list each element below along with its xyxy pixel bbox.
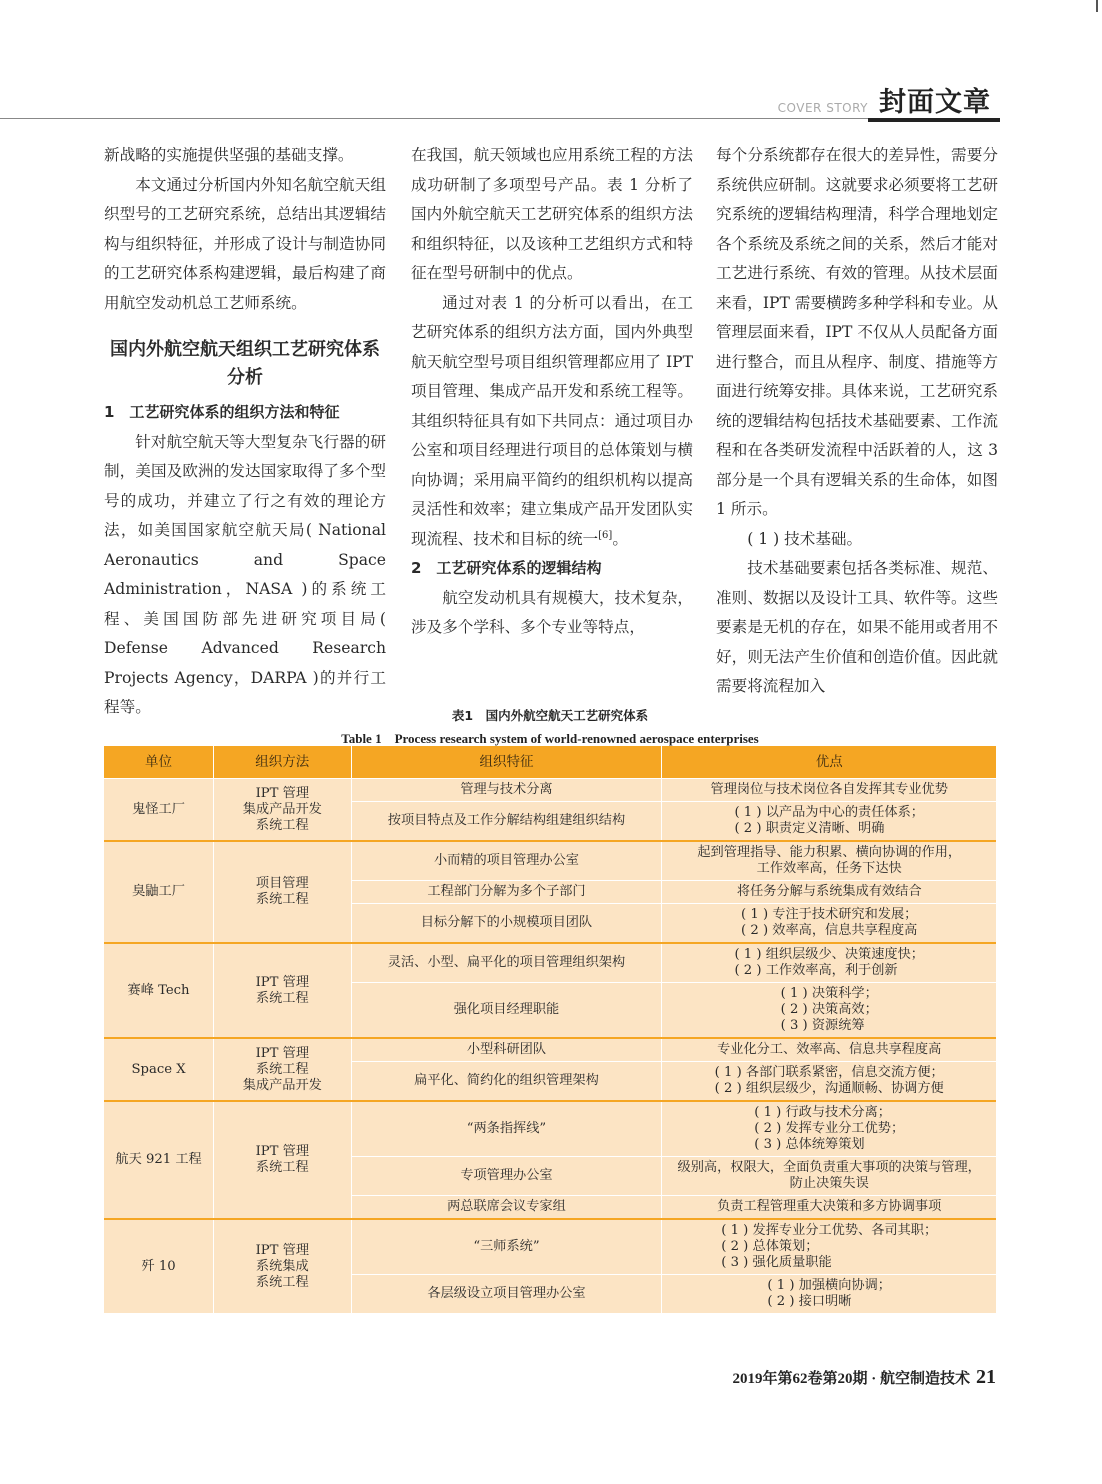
advantage-line: 级别高，权限大，全面负责重大事项的决策与管理，: [677, 1160, 981, 1175]
paragraph: 本文通过分析国内外知名航空航天组织型号的工艺研究系统，总结出其逻辑结构与组织特征，并形成了设计与制造协同的工艺研究体系构建逻辑，最后构建了商用航空发动机总工艺师系统。: [104, 175, 386, 312]
advantage-line: ( 3 ) 总体统筹策划: [754, 1137, 865, 1152]
cell-feature: 工程部门分解为多个子部门: [351, 881, 662, 904]
advantage-line: 工作效率高，任务下达快: [756, 861, 902, 876]
advantage-lines: [781, 986, 878, 1034]
cell-advantage: [662, 943, 996, 983]
cell-unit: Space X: [104, 1038, 214, 1101]
cell-advantage: [662, 1275, 996, 1314]
cell-feature: “三师系统”: [351, 1219, 662, 1275]
cell-feature: “两条指挥线”: [351, 1101, 662, 1157]
page-footer: [600, 1366, 996, 1389]
advantage-lines: [767, 1278, 891, 1310]
column-header-unit: 单位: [104, 746, 214, 779]
advantage-line: 起到管理指导、能力积累、横向协调的作用，: [697, 845, 962, 860]
text-column-2: [411, 141, 693, 643]
advantage-line: ( 1 ) 行政与技术分离；: [754, 1105, 891, 1120]
cell-feature: 小型科研团队: [351, 1038, 662, 1062]
cell-unit: 鬼怪工厂: [104, 779, 214, 842]
cell-method: [214, 841, 351, 943]
advantage-line: ( 1 ) 发挥专业分工优势、各司其职；: [721, 1223, 938, 1238]
advantage-line: ( 2 ) 接口明晰: [767, 1294, 852, 1309]
paragraph: 技术基础要素包括各类标准、规范、准则、数据以及设计工具、软件等。这些要素是无机的存在，如果不能用或者用不好，则无法产生价值和创造价值。因此就需要将流程加入: [716, 559, 998, 695]
advantage-line: ( 1 ) 组织层级少、决策速度快；: [734, 947, 924, 962]
method-line: IPT 管理: [255, 1242, 310, 1258]
cell-advantage: [662, 1196, 996, 1220]
cell-advantage: [662, 1219, 996, 1275]
header-rule-bold: [868, 118, 1000, 122]
paragraph: 航空发动机具有规模大，技术复杂，涉及多个学科、多个专业等特点，: [411, 588, 693, 636]
paragraph-text: 通过对表 1 的分析可以看出，在工艺研究体系的组织方法方面，国内外典型航天航空型号项目组织管理都应用了 IPT 项目管理、集成产品开发和系统工程等。其组织特征具有如下共同点：通过项目办公室和项目经理进行项目的总体策划与横向协调；采用扁平简约的组织机构以提高灵活性和效率；建立集成产品开发团队实现流程、技术和目标的统一: [411, 293, 693, 548]
advantage-line: ( 2 ) 效率高，信息共享程度高: [741, 923, 918, 938]
cell-advantage: [662, 1157, 996, 1196]
advantage-line: ( 1 ) 以产品为中心的责任体系；: [734, 805, 924, 820]
text-column-3: [716, 141, 998, 702]
method-line: 系统工程: [255, 1160, 309, 1175]
cell-advantage: [662, 1062, 996, 1102]
paragraph: 在我国，航天领域也应用系统工程的方法成功研制了多项型号产品。表 1 分析了国内外航空航天工艺研究体系的组织方法和组织特征，以及该种工艺组织方式和特征在型号研制中的优点。: [411, 146, 693, 282]
table-row: [104, 943, 996, 983]
cell-feature: 管理与技术分离: [351, 779, 662, 802]
method-line: IPT 管理: [255, 785, 310, 801]
method-line: IPT 管理: [255, 974, 310, 990]
method-line: 集成产品开发: [242, 801, 322, 817]
method-lines: [256, 876, 309, 908]
cell-feature: 目标分解下的小规模项目团队: [351, 904, 662, 944]
advantage-line: ( 1 ) 专注于技术研究和发展；: [741, 907, 918, 922]
advantage-line: ( 2 ) 组织层级少，沟通顺畅、协调方便: [714, 1081, 944, 1096]
citation-ref[interactable]: [6]: [598, 529, 613, 541]
paragraph: 针对航空航天等大型复杂飞行器的研制，美国及欧洲的发达国家取得了多个型号的成功，并建立了行之有效的理论方法，如美国国家航空航天局( National Aeronautics and Space Administration，NASA )的系统工程、美国国防部先进研究项目局( Defense Advanced Research Projects Agency，DARPA )的并行工程等。: [104, 432, 386, 716]
method-line: 系统工程: [255, 1274, 309, 1290]
method-line: IPT 管理: [255, 1144, 310, 1159]
table-row: [104, 1219, 996, 1275]
cell-method: [214, 1038, 351, 1101]
method-line: 系统集成: [255, 1258, 309, 1274]
cell-advantage: [662, 802, 996, 842]
cell-advantage: [662, 779, 996, 802]
paragraph: ( 1 ) 技术基础。: [747, 529, 863, 548]
advantage-line: ( 1 ) 各部门联系紧密，信息交流方便；: [714, 1065, 944, 1080]
crop-mark: [1096, 0, 1098, 12]
table-row: [104, 841, 996, 881]
advantage-lines: [741, 907, 917, 939]
advantage-line: ( 2 ) 发挥专业分工优势；: [754, 1121, 905, 1136]
column-header-advantage: 优点: [662, 746, 996, 779]
advantage-line: ( 2 ) 决策高效；: [780, 1002, 878, 1017]
cell-advantage: [662, 1038, 996, 1062]
advantage-lines: [717, 1042, 941, 1058]
journal-info: 2019年第62卷第20期 · 航空制造技术: [732, 1371, 970, 1387]
method-lines: [256, 1243, 309, 1291]
method-lines: [256, 1144, 309, 1176]
table-row: [104, 1101, 996, 1157]
subsection-heading-2: 2 工艺研究体系的逻辑结构: [411, 559, 602, 577]
page-number: 21: [976, 1366, 996, 1388]
cell-feature: 强化项目经理职能: [351, 983, 662, 1039]
paragraph-end: 。: [612, 529, 628, 548]
advantage-lines: [697, 845, 961, 877]
advantage-lines: [721, 1223, 937, 1271]
advantage-line: ( 2 ) 职责定义清晰、明确: [734, 821, 885, 836]
cell-feature: 两总联席会议专家组: [351, 1196, 662, 1220]
advantage-lines: [737, 884, 922, 900]
cell-advantage: [662, 1101, 996, 1157]
paragraph: [411, 289, 693, 555]
advantage-line: ( 2 ) 总体策划；: [721, 1239, 819, 1254]
cell-unit: 歼 10: [104, 1219, 214, 1314]
method-lines: [243, 1046, 322, 1094]
method-line: 系统工程: [255, 817, 309, 833]
research-system-table: [104, 746, 996, 1314]
cell-advantage: [662, 841, 996, 881]
column-header-feature: 组织特征: [351, 746, 662, 779]
table-row: [104, 1038, 996, 1062]
advantage-line: ( 2 ) 工作效率高，利于创新: [734, 963, 898, 978]
method-lines: [243, 786, 322, 834]
subsection-heading-1: 1 工艺研究体系的组织方法和特征: [104, 403, 340, 421]
advantage-lines: [734, 805, 924, 837]
advantage-lines: [678, 1160, 981, 1192]
cell-method: [214, 1101, 351, 1219]
advantage-lines: [715, 1065, 944, 1097]
advantage-line: ( 1 ) 加强横向协调；: [767, 1278, 891, 1293]
advantage-line: 负责工程管理重大决策和多方协调事项: [717, 1199, 942, 1214]
section-heading-main: 国内外航空航天组织工艺研究体系分析: [110, 339, 380, 388]
table-row: [104, 779, 996, 802]
method-line: 项目管理: [255, 876, 309, 891]
advantage-lines: [734, 947, 924, 979]
cell-feature: 各层级设立项目管理办公室: [351, 1275, 662, 1314]
cell-method: [214, 779, 351, 842]
cell-unit: 赛峰 Tech: [104, 943, 214, 1038]
method-line: 集成产品开发: [242, 1077, 322, 1093]
advantage-line: ( 3 ) 强化质量职能: [721, 1255, 832, 1270]
method-line: IPT 管理: [255, 1045, 310, 1061]
column-header-method: 组织方法: [214, 746, 351, 779]
cell-unit: 航天 921 工程: [104, 1101, 214, 1219]
section-title: 封面文章: [879, 87, 991, 118]
cover-story-label: COVER STORY: [777, 101, 868, 115]
cell-feature: 按项目特点及工作分解结构组建组织结构: [351, 802, 662, 842]
advantage-line: ( 1 ) 决策科学；: [780, 986, 878, 1001]
advantage-line: 专业化分工、效率高、信息共享程度高: [717, 1042, 942, 1057]
table-caption: 表1 国内外航空航天工艺研究体系: [451, 708, 649, 723]
method-line: 系统工程: [255, 1061, 309, 1077]
method-line: 系统工程: [255, 990, 309, 1006]
method-lines: [256, 975, 309, 1007]
method-line: 系统工程: [255, 892, 309, 907]
table-header-row: [104, 746, 996, 779]
cell-feature: 专项管理办公室: [351, 1157, 662, 1196]
header-rule: [0, 118, 868, 119]
cell-feature: 灵活、小型、扁平化的项目管理组织架构: [351, 943, 662, 983]
advantage-lines: [711, 782, 948, 798]
advantage-line: 管理岗位与技术岗位各自发挥其专业优势: [710, 782, 948, 797]
cell-feature: 小而精的项目管理办公室: [351, 841, 662, 881]
cell-advantage: [662, 983, 996, 1039]
advantage-lines: [717, 1199, 941, 1215]
text-column-1: [104, 141, 386, 723]
advantage-lines: [754, 1105, 904, 1153]
cell-unit: 臭鼬工厂: [104, 841, 214, 943]
advantage-line: 将任务分解与系统集成有效结合: [736, 884, 922, 899]
paragraph: 新战略的实施提供坚强的基础支撑。: [104, 146, 354, 164]
table-caption-en: Table 1 Process research system of world-renowned aerospace enterprises: [341, 731, 759, 746]
paragraph: 每个分系统都存在很大的差异性，需要分系统供应研制。这就要求必须要将工艺研究系统的逻辑结构理清，科学合理地划定各个系统及系统之间的关系，然后才能对工艺进行系统、有效的管理。从技术层面来看，IPT 需要横跨多种学科和专业。从管理层面来看，IPT 不仅从人员配备方面进行整合，而且从程序、制度、措施等方面进行统筹安排。具体来说，工艺研究系统的逻辑结构包括技术基础要素、工作流程和在各类研发流程中活跃着的人，这 3 部分是一个具有逻辑关系的生命体，如图 1 所示。: [716, 146, 998, 518]
cell-method: [214, 943, 351, 1038]
cell-feature: 扁平化、简约化的组织管理架构: [351, 1062, 662, 1102]
advantage-line: ( 3 ) 资源统筹: [780, 1018, 865, 1033]
cell-advantage: [662, 904, 996, 944]
advantage-line: 防止决策失误: [789, 1176, 869, 1191]
cell-method: [214, 1219, 351, 1314]
cell-advantage: [662, 881, 996, 904]
